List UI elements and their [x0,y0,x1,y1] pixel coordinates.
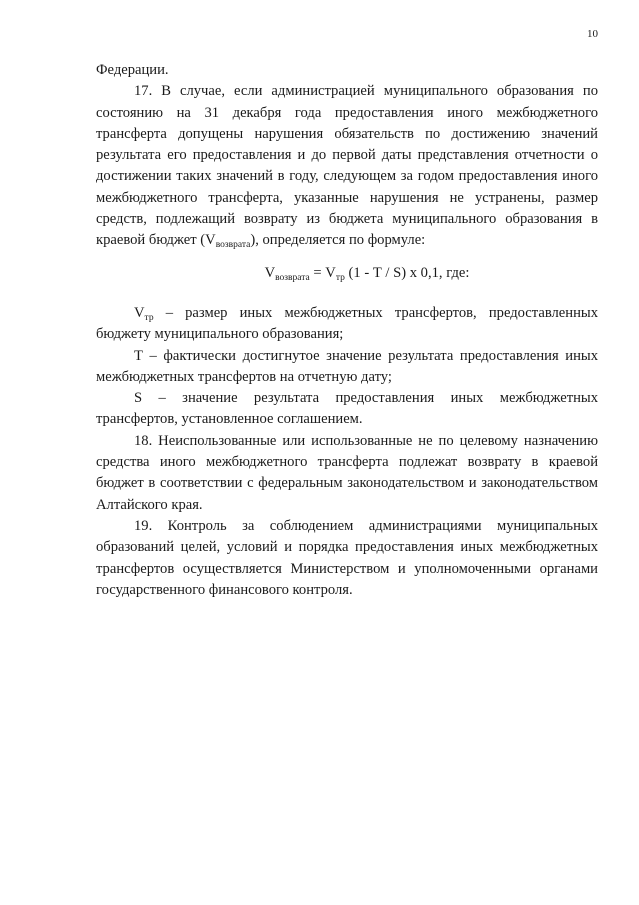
formula-rhs-subscript: тр [335,272,345,283]
formula-equals: = V [309,264,336,281]
page-number: 10 [587,28,598,40]
definition-vtr-symbol: V [134,304,145,321]
paragraph-18: 18. Неиспользованные или использованные не по целевому назначению средства иного межбюджетного трансферта подлежат возврату в краевой бюджет в соответствии с федеральным законодательством и законодательством Алтайского края. [96,432,598,513]
formula [96,263,598,284]
paragraph-19: 19. Контроль за соблюдением администрациями муниципальных образований целей, условий и порядка предоставления иных межбюджетных трансфертов осуществляется Министерством и уполномоченными органами государственного финансового контроля. [96,517,598,598]
paragraph-17-end: ), определяется по формуле: [250,232,426,249]
definition-t: Т – фактически достигнутое значение результата предоставления иных межбюджетных трансфертов на отчетную дату; [96,347,598,385]
paragraph-17-subscript: возврата [215,240,251,251]
definition-vtr-subscript: тр [144,312,154,323]
paragraph-17 [96,81,598,251]
paragraph-17-text: 17. В случае, если администрацией муниципального образования по состоянию на 31 декабря года предоставления иного межбюджетного трансферта допущены нарушения обязательств по достижению значений результата его предоставления и до первой даты представления отчетности о достижении таких значений в году, следующем за годом предоставления иного межбюджетного трансферта, указанные нарушения не устранены, размер средств, подлежащий возврату из бюджета муниципального образования в краевой бюджет (V [96,83,598,249]
continuation-text: Федерации. [96,62,169,78]
formula-lhs: V [264,264,276,281]
definition-s: S – значение результата предоставления иных межбюджетных трансфертов, установленное соглашением. [96,390,598,428]
document-body [96,60,598,601]
definition-vtr [96,303,598,346]
definition-vtr-text: – размер иных межбюджетных трансфертов, предоставленных бюджету муниципального образования; [96,304,598,343]
formula-lhs-subscript: возврата [275,272,310,283]
formula-rest: (1 - Т / S) x 0,1, где: [344,264,470,281]
